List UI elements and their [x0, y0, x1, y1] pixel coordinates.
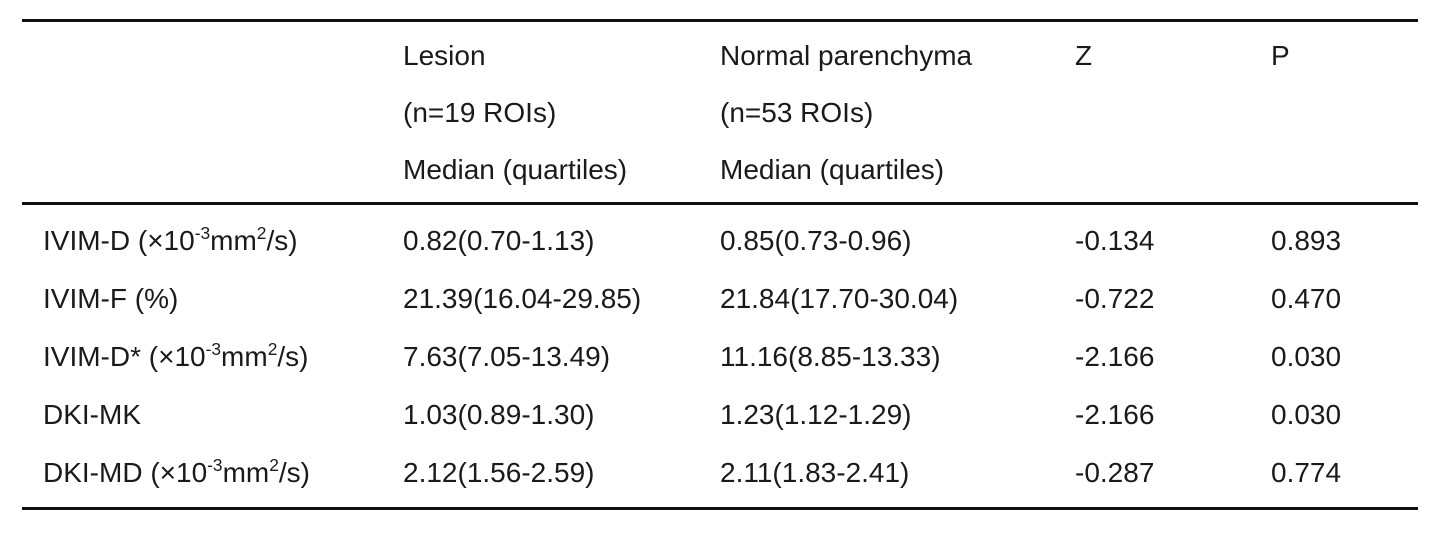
p-value-cell: 0.030 [1271, 399, 1342, 430]
table-row-ivim-d [22, 204, 1418, 271]
col-header-normal-parenchyma [720, 21, 1075, 204]
p-value-cell: 0.893 [1271, 225, 1342, 256]
results-table [22, 19, 1418, 510]
normal-value-cell: 21.84(17.70-30.04) [720, 283, 959, 314]
col-header-p [1271, 21, 1418, 204]
lesion-value-cell: 21.39(16.04-29.85) [403, 283, 642, 314]
lesion-group-label: Lesion [403, 40, 486, 71]
lesion-value-cell: 7.63(7.05-13.49) [403, 341, 611, 372]
row-label-cell [22, 270, 403, 328]
row-label-unit: mm [221, 341, 268, 372]
table-row-dki-md [22, 444, 1418, 509]
table-row-ivim-d-star [22, 328, 1418, 386]
row-label-exponent: -3 [207, 455, 223, 476]
normal-value-cell: 0.85(0.73-0.96) [720, 225, 912, 256]
z-header-label: Z [1075, 40, 1093, 71]
normal-value-cell: 11.16(8.85-13.33) [720, 341, 941, 372]
p-header-label: P [1271, 40, 1290, 71]
row-label-text: DKI-MK [43, 399, 141, 430]
z-value-cell: -0.287 [1075, 457, 1155, 488]
row-label-exponent: 2 [267, 339, 278, 360]
p-value-cell: 0.774 [1271, 457, 1342, 488]
row-label-cell [22, 204, 403, 271]
col-header-lesion [403, 21, 720, 204]
row-label-end: /s) [278, 457, 311, 488]
row-label-end: /s) [277, 341, 309, 372]
lesion-value-cell: 2.12(1.56-2.59) [403, 457, 595, 488]
col-header-parameter [22, 21, 403, 204]
normal-group-label: Normal parenchyma [720, 40, 973, 71]
normal-n-label: (n=53 ROIs) [720, 97, 874, 128]
z-value-cell: -0.134 [1075, 225, 1155, 256]
row-label-cell [22, 444, 403, 509]
row-label-text: DKI-MD (×10 [43, 457, 208, 488]
normal-value-cell: 2.11(1.83-2.41) [720, 457, 910, 488]
lesion-value-cell: 1.03(0.89-1.30) [403, 399, 595, 430]
col-header-z [1075, 21, 1271, 204]
row-label-exponent: -3 [194, 223, 211, 244]
z-value-cell: -2.166 [1075, 399, 1155, 430]
table-row-ivim-f [22, 270, 1418, 328]
row-label-exponent: -3 [205, 339, 222, 360]
lesion-value-cell: 0.82(0.70-1.13) [403, 225, 595, 256]
header-row [22, 21, 1418, 204]
lesion-n-label: (n=19 ROIs) [403, 97, 557, 128]
row-label-exponent: 2 [269, 455, 279, 476]
normal-value-cell: 1.23(1.12-1.29) [720, 399, 912, 430]
row-label-text: IVIM-D* (×10 [43, 341, 206, 372]
p-value-cell: 0.030 [1271, 341, 1342, 372]
lesion-stat-label: Median (quartiles) [403, 154, 628, 185]
p-value-cell: 0.470 [1271, 283, 1342, 314]
row-label-cell [22, 386, 403, 444]
row-label-text: IVIM-F (%) [43, 283, 179, 314]
row-label-unit: mm [222, 457, 270, 488]
normal-stat-label: Median (quartiles) [720, 154, 945, 185]
row-label-cell [22, 328, 403, 386]
z-value-cell: -2.166 [1075, 341, 1155, 372]
row-label-exponent: 2 [256, 223, 267, 244]
row-label-text: IVIM-D (×10 [43, 225, 195, 256]
table-row-dki-mk [22, 386, 1418, 444]
row-label-end: /s) [266, 225, 298, 256]
row-label-unit: mm [210, 225, 257, 256]
z-value-cell: -0.722 [1075, 283, 1155, 314]
